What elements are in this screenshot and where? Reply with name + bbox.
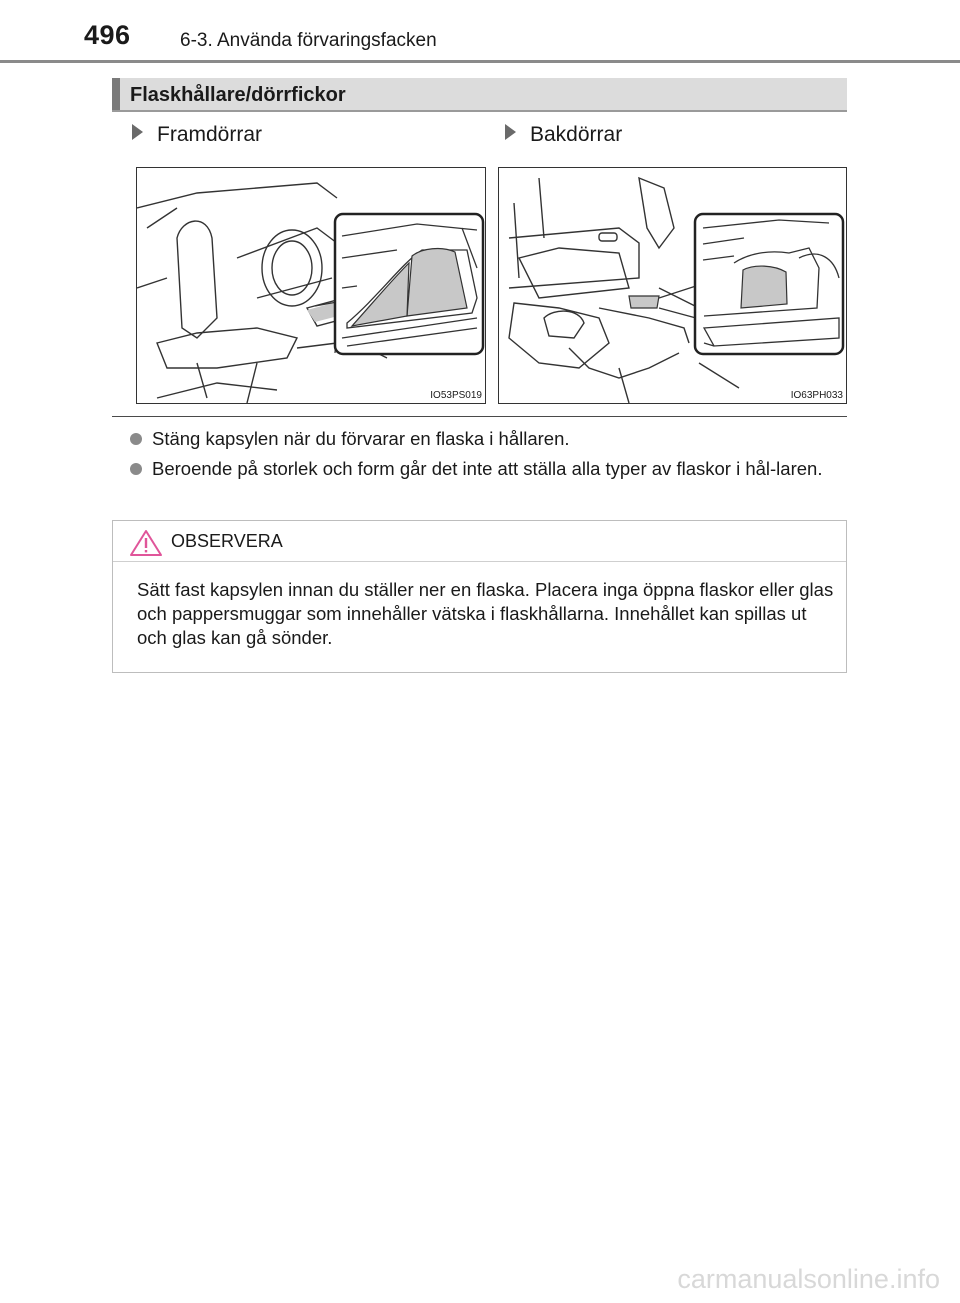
bullet-dot-icon (130, 433, 142, 445)
front-doors-label-text: Framdörrar (157, 123, 263, 146)
front-doors-label (132, 123, 262, 147)
front-door-illustration (136, 167, 486, 404)
bullet-text: Beroende på storlek och form går det inte att ställa alla typer av flaskor i hål-laren. (152, 458, 823, 479)
bullet-dot-icon (130, 463, 142, 475)
caution-text: Sätt fast kapsylen innan du ställer ner en flaska. Placera inga öppna flaskor eller glas och pappersmuggar som innehåller vätska i flaskhållarna. Innehållet kan spillas ut och glas kan gå sönder. (137, 579, 834, 648)
bullet-text: Stäng kapsylen när du förvarar en flaska i hållaren. (152, 428, 570, 449)
figure-code: IO63PH033 (790, 390, 843, 401)
header-rule (0, 60, 960, 63)
section-heading-bar (112, 78, 120, 110)
caution-box (112, 520, 847, 673)
rear-door-drawing (499, 168, 847, 404)
bullet-item (130, 426, 848, 452)
rear-door-illustration (498, 167, 847, 404)
rear-doors-label (505, 123, 622, 147)
figure-code: IO53PS019 (430, 390, 482, 401)
bullet-item (130, 456, 848, 482)
caution-header (113, 521, 846, 562)
caution-heading: OBSERVERA (171, 531, 283, 551)
arrow-right-icon (505, 124, 516, 140)
arrow-right-icon (132, 124, 143, 140)
section-divider (112, 416, 847, 417)
section-title: Flaskhållare/dörrfickor (130, 84, 346, 106)
warning-triangle-icon (129, 529, 163, 557)
rear-doors-label-text: Bakdörrar (530, 123, 623, 146)
front-door-drawing (137, 168, 486, 404)
section-heading (112, 78, 847, 112)
chapter-title: 6-3. Använda förvaringsfacken (180, 30, 437, 51)
watermark: carmanualsonline.info (677, 1264, 940, 1294)
page-number: 496 (84, 20, 131, 50)
